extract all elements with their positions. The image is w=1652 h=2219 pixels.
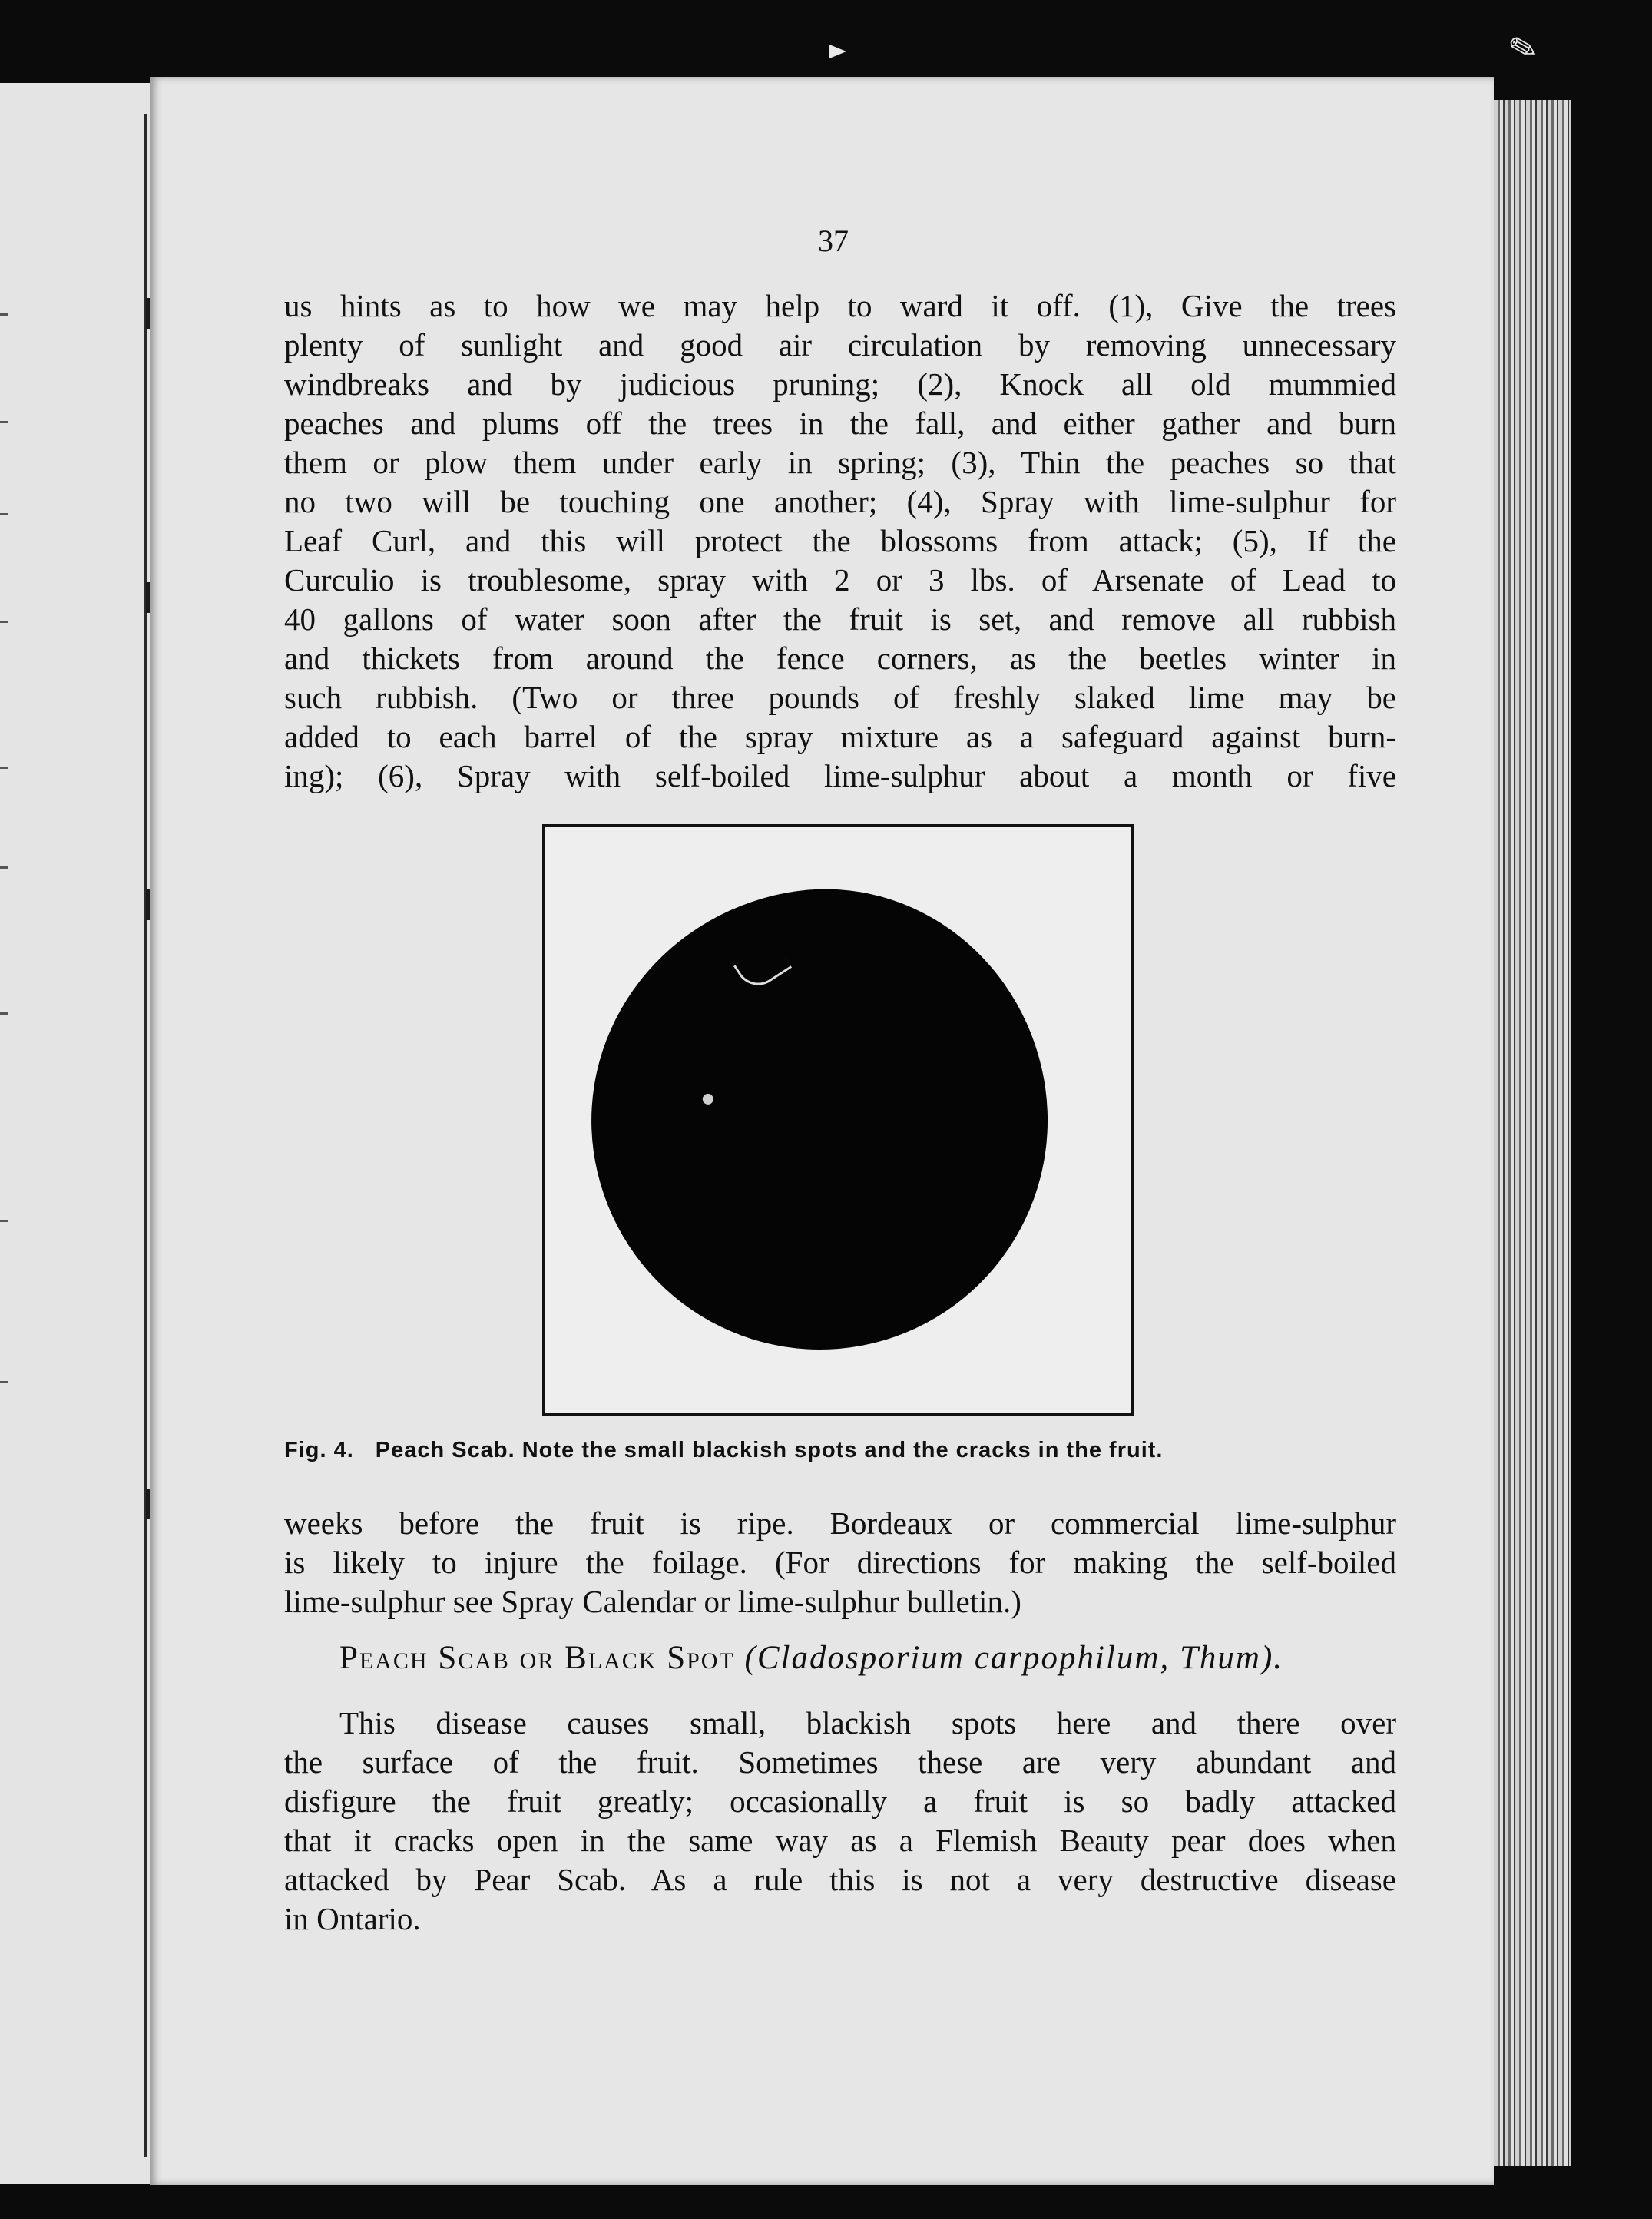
text-line: lime-sulphur see Spray Calendar or lime-sulphur bulletin.) xyxy=(284,1584,1021,1619)
text-line: ing); (6), Spray with self-boiled lime-sulphur about a month or five xyxy=(284,758,1396,793)
fruit-crack xyxy=(733,940,792,994)
microfilm-corner-icon: ✎ xyxy=(1505,26,1542,71)
text-line: such rubbish. (Two or three pounds of freshly slaked lime may be xyxy=(284,680,1396,715)
page-number: 37 xyxy=(818,224,849,258)
text-line: us hints as to how we may help to ward it off. (1), Give the trees xyxy=(284,288,1396,323)
text-line: 40 gallons of water soon after the fruit is set, and remove all rubbish xyxy=(284,601,1396,637)
figure-caption-text: Peach Scab. Note the small blackish spots and the cracks in the fruit. xyxy=(375,1438,1164,1462)
figure-caption xyxy=(284,1438,1396,1463)
text-line: that it cracks open in the same way as a Flemish Beauty pear does when xyxy=(284,1823,1396,1858)
figure-image-frame xyxy=(542,824,1134,1416)
fruit-spot xyxy=(702,1093,714,1105)
scan-marker-icon xyxy=(829,45,846,58)
text-line: windbreaks and by judicious pruning; (2), Knock all old mummied xyxy=(284,366,1396,402)
continuation-paragraph xyxy=(284,1504,1396,1621)
text-line: weeks before the fruit is ripe. Bordeaux or commercial lime-sulphur xyxy=(284,1505,1396,1541)
text-line: peaches and plums off the trees in the fall, and either gather and burn xyxy=(284,406,1396,441)
last-paragraph xyxy=(284,1704,1396,1939)
text-line: This disease causes small, blackish spots here and there over xyxy=(339,1705,1396,1740)
text-line: Curculio is troublesome, spray with 2 or 3 lbs. of Arsenate of Lead to xyxy=(284,562,1396,598)
gutter-line xyxy=(144,114,147,2157)
figure-label: Fig. 4. xyxy=(284,1438,354,1462)
text-line: plenty of sunlight and good air circulation by removing unnecessary xyxy=(284,327,1396,363)
text-line: disfigure the fruit greatly; occasionally a fruit is so badly attacked xyxy=(284,1783,1396,1819)
text-line: them or plow them under early in spring; (3), Thin the peaches so that xyxy=(284,445,1396,480)
text-line: in Ontario. xyxy=(284,1901,421,1936)
section-heading xyxy=(339,1639,1396,1677)
text-line: added to each barrel of the spray mixture as a safeguard against burn- xyxy=(284,719,1396,754)
text-line: no two will be touching one another; (4), Spray with lime-sulphur for xyxy=(284,484,1396,519)
section-title: Peach Scab or Black Spot xyxy=(339,1640,735,1676)
peach-photo xyxy=(561,861,1077,1379)
left-page-edge xyxy=(0,83,150,2184)
top-paragraph xyxy=(284,286,1396,796)
text-line: attacked by Pear Scab. As a rule this is not a very destructive disease xyxy=(284,1862,1396,1897)
section-latin-name: (Cladosporium carpophilum, Thum). xyxy=(744,1640,1284,1676)
text-line: the surface of the fruit. Sometimes these are very abundant and xyxy=(284,1744,1396,1780)
page-edges xyxy=(1494,100,1571,2166)
text-line: is likely to injure the foilage. (For directions for making the self-boiled xyxy=(284,1545,1396,1580)
text-line: and thickets from around the fence corners, as the beetles winter in xyxy=(284,641,1396,676)
text-line: Leaf Curl, and this will protect the blossoms from attack; (5), If the xyxy=(284,523,1396,558)
